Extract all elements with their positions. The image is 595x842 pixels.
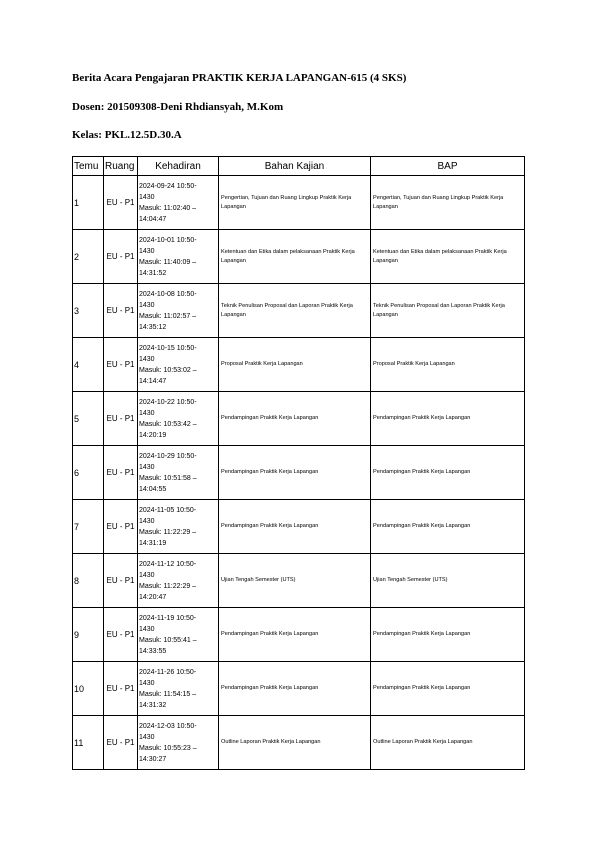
session-number: 6	[73, 446, 104, 500]
attendance-schedule-end: 1430	[139, 193, 155, 201]
column-header-kehadiran: Kehadiran	[138, 157, 219, 176]
attendance-checkin: Masuk: 10:53:02 –	[139, 366, 197, 374]
bap-entry: Teknik Penulisan Proposal dan Laporan Praktik Kerja Lapangan	[371, 284, 525, 338]
attendance-checkin: Masuk: 10:53:42 –	[139, 420, 197, 428]
attendance-checkin: Masuk: 11:02:57 –	[139, 312, 197, 320]
room: EU - P1	[104, 176, 138, 230]
table-row	[73, 554, 525, 608]
attendance-schedule: 2024-11-05 10:50-	[139, 506, 197, 514]
attendance-schedule-end: 1430	[139, 517, 155, 525]
class-line: Kelas: PKL.12.5D.30.A	[72, 129, 182, 141]
attendance-checkout: 14:31:32	[139, 701, 167, 709]
room: EU - P1	[104, 608, 138, 662]
attendance-schedule: 2024-12-03 10:50-	[139, 722, 197, 730]
attendance-checkout: 14:33:55	[139, 647, 167, 655]
attendance-schedule: 2024-10-15 10:50-	[139, 344, 197, 352]
room: EU - P1	[104, 392, 138, 446]
attendance-checkout: 14:04:47	[139, 215, 167, 223]
session-number: 1	[73, 176, 104, 230]
attendance-checkin: Masuk: 11:22:29 –	[139, 528, 197, 536]
bap-entry: Pendampingan Praktik Kerja Lapangan	[371, 662, 525, 716]
session-number: 5	[73, 392, 104, 446]
attendance	[138, 284, 219, 338]
study-material: Outline Laporan Praktik Kerja Lapangan	[219, 716, 371, 770]
session-number: 11	[73, 716, 104, 770]
attendance-schedule: 2024-10-29 10:50-	[139, 452, 197, 460]
attendance-schedule: 2024-10-01 10:50-	[139, 236, 197, 244]
room: EU - P1	[104, 716, 138, 770]
study-material: Pendampingan Praktik Kerja Lapangan	[219, 608, 371, 662]
attendance-checkin: Masuk: 11:02:40 –	[139, 204, 197, 212]
room: EU - P1	[104, 662, 138, 716]
attendance-schedule-end: 1430	[139, 733, 155, 741]
attendance-checkout: 14:04:55	[139, 485, 167, 493]
session-number: 4	[73, 338, 104, 392]
attendance-checkin: Masuk: 10:51:58 –	[139, 474, 197, 482]
session-number: 10	[73, 662, 104, 716]
table-row	[73, 392, 525, 446]
attendance	[138, 446, 219, 500]
room: EU - P1	[104, 500, 138, 554]
bap-entry: Ketentuan dan Etika dalam pelaksanaan Praktik Kerja Lapangan	[371, 230, 525, 284]
bap-entry: Pendampingan Praktik Kerja Lapangan	[371, 446, 525, 500]
attendance-schedule-end: 1430	[139, 625, 155, 633]
session-number: 7	[73, 500, 104, 554]
attendance	[138, 338, 219, 392]
table-row	[73, 176, 525, 230]
attendance	[138, 176, 219, 230]
lecturer-line: Dosen: 201509308-Deni Rhdiansyah, M.Kom	[72, 101, 284, 113]
session-number: 9	[73, 608, 104, 662]
bap-entry: Proposal Praktik Kerja Lapangan	[371, 338, 525, 392]
attendance	[138, 662, 219, 716]
attendance-schedule-end: 1430	[139, 409, 155, 417]
study-material: Proposal Praktik Kerja Lapangan	[219, 338, 371, 392]
study-material: Pendampingan Praktik Kerja Lapangan	[219, 662, 371, 716]
bap-entry: Pendampingan Praktik Kerja Lapangan	[371, 608, 525, 662]
attendance-checkout: 14:30:27	[139, 755, 167, 763]
attendance-schedule: 2024-10-22 10:50-	[139, 398, 197, 406]
study-material: Pendampingan Praktik Kerja Lapangan	[219, 446, 371, 500]
attendance-schedule-end: 1430	[139, 463, 155, 471]
bap-entry: Pengertian, Tujuan dan Ruang Lingkup Praktik Kerja Lapangan	[371, 176, 525, 230]
attendance-checkin: Masuk: 11:40:09 –	[139, 258, 197, 266]
attendance-schedule-end: 1430	[139, 571, 155, 579]
attendance-checkout: 14:20:19	[139, 431, 167, 439]
attendance-checkin: Masuk: 10:55:23 –	[139, 744, 197, 752]
attendance-schedule-end: 1430	[139, 355, 155, 363]
attendance-schedule: 2024-11-12 10:50-	[139, 560, 197, 568]
room: EU - P1	[104, 446, 138, 500]
table-row	[73, 608, 525, 662]
attendance	[138, 230, 219, 284]
attendance-checkout: 14:35:12	[139, 323, 167, 331]
study-material: Ketentuan dan Etika dalam pelaksanaan Praktik Kerja Lapangan	[219, 230, 371, 284]
study-material: Ujian Tengah Semester (UTS)	[219, 554, 371, 608]
attendance-schedule-end: 1430	[139, 679, 155, 687]
attendance-checkout: 14:31:19	[139, 539, 167, 547]
column-header-ruang: Ruang	[104, 157, 138, 176]
table-row	[73, 230, 525, 284]
room: EU - P1	[104, 230, 138, 284]
table-row	[73, 500, 525, 554]
bap-entry: Pendampingan Praktik Kerja Lapangan	[371, 500, 525, 554]
room: EU - P1	[104, 554, 138, 608]
attendance-checkin: Masuk: 11:54:15 –	[139, 690, 197, 698]
attendance	[138, 716, 219, 770]
bap-entry: Pendampingan Praktik Kerja Lapangan	[371, 392, 525, 446]
table-header-row	[73, 157, 525, 176]
attendance	[138, 608, 219, 662]
attendance	[138, 554, 219, 608]
attendance-checkin: Masuk: 11:22:29 –	[139, 582, 197, 590]
study-material: Pengertian, Tujuan dan Ruang Lingkup Praktik Kerja Lapangan	[219, 176, 371, 230]
session-number: 8	[73, 554, 104, 608]
table-row	[73, 338, 525, 392]
attendance-schedule: 2024-09-24 10:50-	[139, 182, 197, 190]
room: EU - P1	[104, 338, 138, 392]
attendance	[138, 392, 219, 446]
session-number: 2	[73, 230, 104, 284]
room: EU - P1	[104, 284, 138, 338]
attendance-schedule: 2024-11-26 10:50-	[139, 668, 197, 676]
attendance-checkout: 14:31:52	[139, 269, 167, 277]
teaching-record-table	[72, 156, 525, 770]
bap-entry: Ujian Tengah Semester (UTS)	[371, 554, 525, 608]
table-row	[73, 284, 525, 338]
attendance-schedule: 2024-10-08 10:50-	[139, 290, 197, 298]
attendance-checkout: 14:14:47	[139, 377, 167, 385]
column-header-bap: BAP	[371, 157, 525, 176]
study-material: Pendampingan Praktik Kerja Lapangan	[219, 500, 371, 554]
session-number: 3	[73, 284, 104, 338]
column-header-bahan-kajian: Bahan Kajian	[219, 157, 371, 176]
attendance	[138, 500, 219, 554]
table-row	[73, 662, 525, 716]
bap-entry: Outline Laporan Praktik Kerja Lapangan	[371, 716, 525, 770]
page-title: Berita Acara Pengajaran PRAKTIK KERJA LAPANGAN-615 (4 SKS)	[72, 72, 407, 84]
table-row	[73, 716, 525, 770]
attendance-schedule-end: 1430	[139, 247, 155, 255]
attendance-schedule-end: 1430	[139, 301, 155, 309]
study-material: Pendampingan Praktik Kerja Lapangan	[219, 392, 371, 446]
attendance-schedule: 2024-11-19 10:50-	[139, 614, 197, 622]
column-header-temu: Temu	[73, 157, 104, 176]
study-material: Teknik Penulisan Proposal dan Laporan Praktik Kerja Lapangan	[219, 284, 371, 338]
attendance-checkout: 14:20:47	[139, 593, 167, 601]
table-row	[73, 446, 525, 500]
attendance-checkin: Masuk: 10:55:41 –	[139, 636, 197, 644]
